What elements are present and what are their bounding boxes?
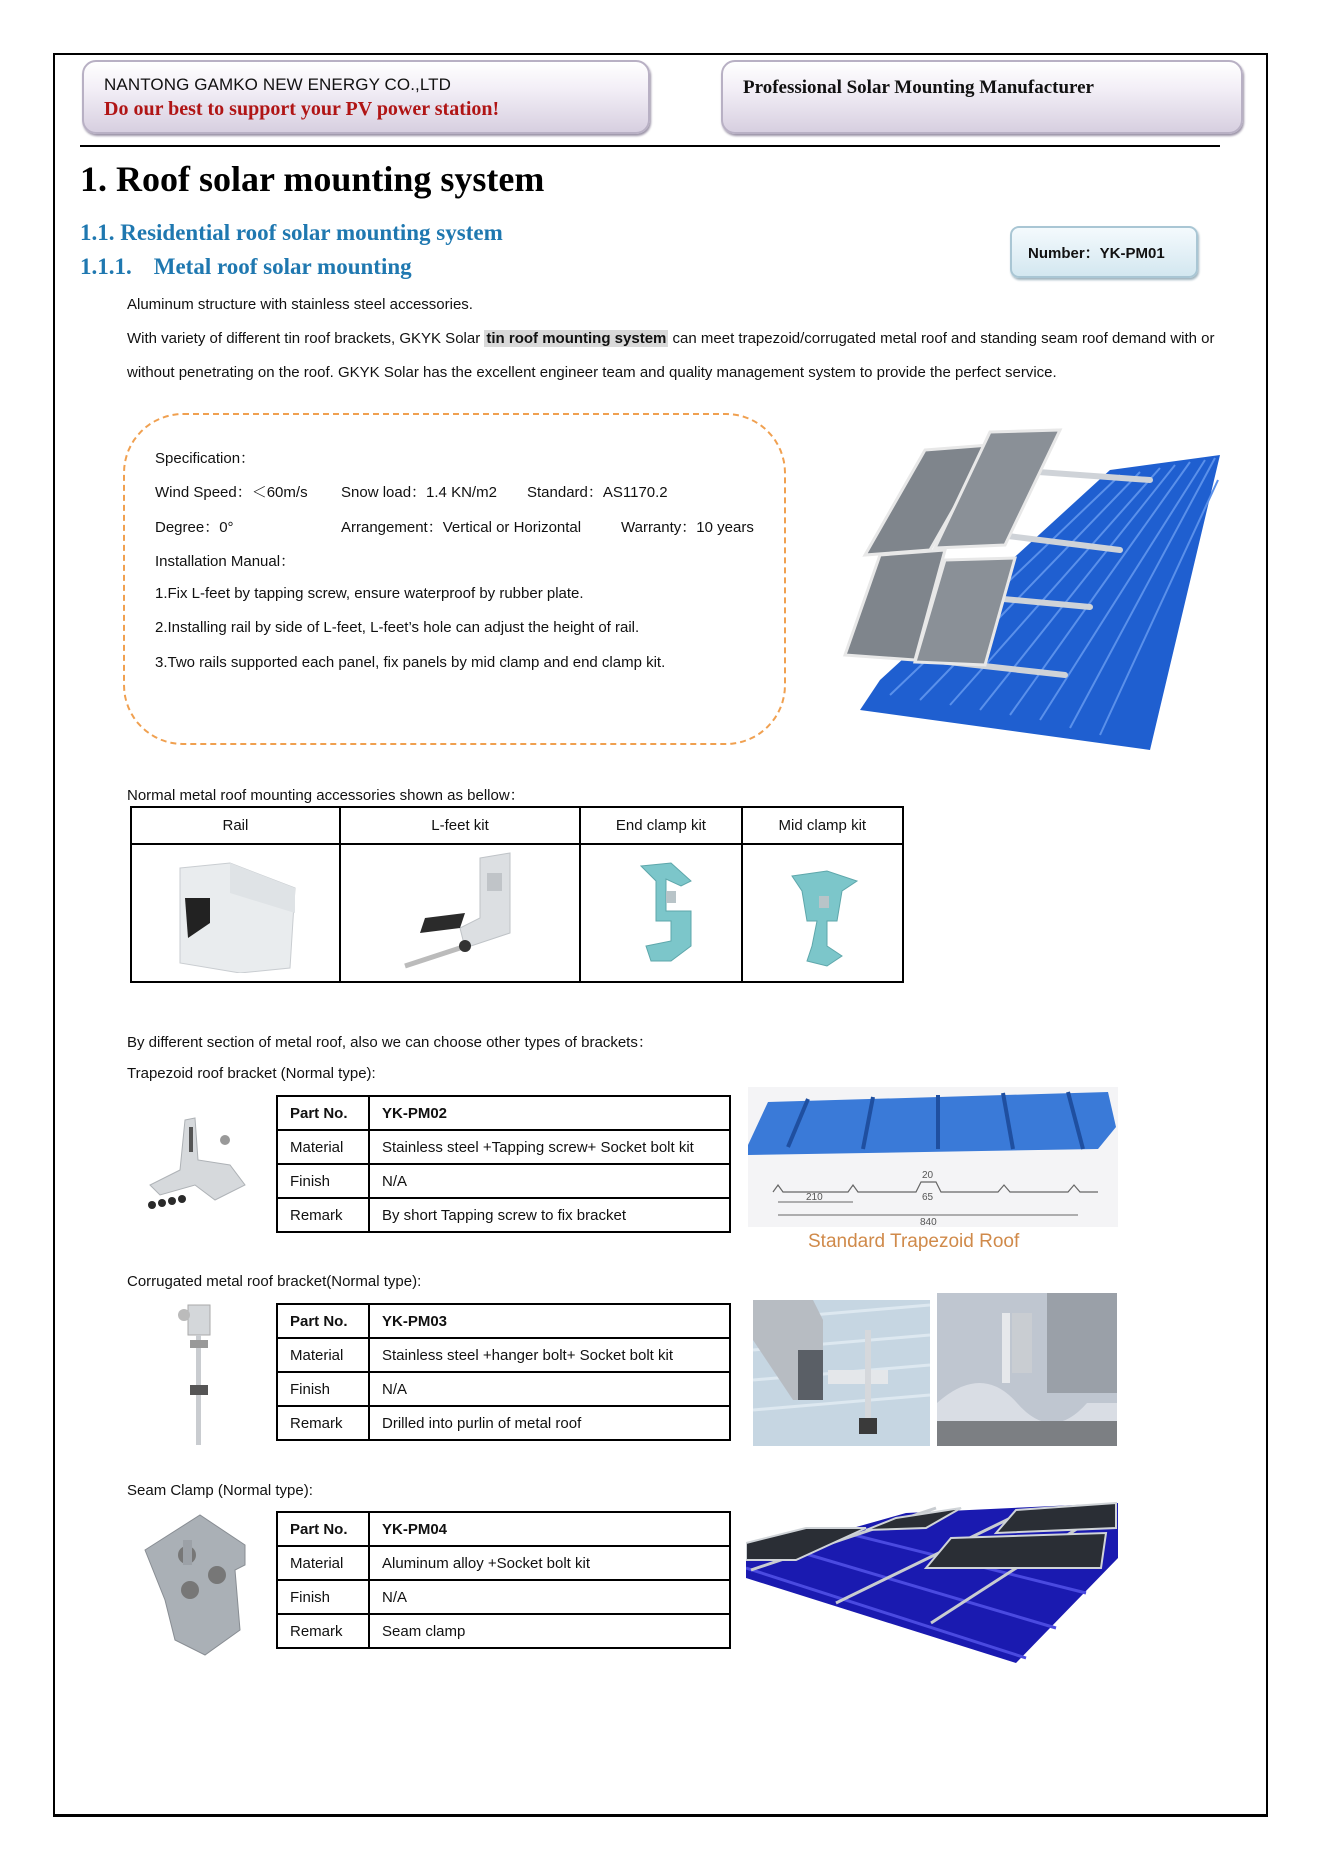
subsection-title: Residential roof solar mounting system [120, 220, 503, 245]
spec-value: Stainless steel +Tapping screw+ Socket bolt kit [369, 1130, 730, 1164]
spec-value: N/A [369, 1164, 730, 1198]
accessories-intro: Normal metal roof mounting accessories shown as bellow： [127, 787, 525, 804]
intro-line-1: Aluminum structure with stainless steel accessories. [127, 296, 473, 313]
mid-clamp-kit-image [772, 851, 872, 976]
spec-value: By short Tapping screw to fix bracket [369, 1198, 730, 1232]
spec-wind-speed: Wind Speed：＜60m/s [155, 484, 308, 501]
intro-line-2-post: can meet trapezoid/corrugated metal roof and standing seam roof demand with or [668, 330, 1215, 347]
spec-key: Remark [277, 1198, 369, 1232]
lfeet-kit-image [385, 848, 535, 978]
header-tagline-box [721, 60, 1243, 134]
corrugated-bracket-table [276, 1303, 731, 1441]
spec-value: Seam clamp [369, 1614, 730, 1648]
spec-key: Remark [277, 1614, 369, 1648]
seam-roof-solar-photo [746, 1488, 1118, 1663]
table-row [277, 1304, 730, 1338]
spec-manual-title: Installation Manual： [155, 553, 296, 570]
subsection-number: 1.1. [80, 220, 115, 245]
table-row [277, 1372, 730, 1406]
corrugated-install-photo-2 [937, 1293, 1117, 1446]
spec-snow-load: Snow load：1.4 KN/m2 [341, 484, 497, 501]
trapezoid-roof-diagram [748, 1087, 1118, 1252]
subsection-heading [80, 220, 503, 246]
product-number-badge: Number：YK-PM01 [1010, 226, 1198, 278]
spec-value: N/A [369, 1580, 730, 1614]
bracket-corrugated-title: Corrugated metal roof bracket(Normal type): [127, 1273, 422, 1290]
spec-title: Specification： [155, 450, 256, 467]
accessory-cell-mid-clamp [742, 844, 903, 982]
dim-840: 840 [920, 1217, 937, 1228]
rail-image [170, 853, 300, 973]
accessory-header-lfeet: L-feet kit [340, 807, 580, 844]
subsubsection-heading [80, 254, 412, 280]
table-row [277, 1614, 730, 1648]
table-row [277, 1580, 730, 1614]
intro-highlight: tin roof mounting system [486, 330, 667, 347]
tapping-screws [148, 1195, 186, 1209]
accessory-header-end-clamp: End clamp kit [580, 807, 741, 844]
table-row [277, 1546, 730, 1580]
spec-value: Aluminum alloy +Socket bolt kit [369, 1546, 730, 1580]
table-row [277, 1096, 730, 1130]
header-company-box [82, 60, 650, 134]
spec-arrangement: Arrangement：Vertical or Horizontal [341, 519, 582, 536]
intro-line-2-pre: With variety of different tin roof brackets, GKYK Solar [127, 330, 485, 347]
diagram-caption: Standard Trapezoid Roof [808, 1231, 1020, 1252]
spec-key: Finish [277, 1372, 369, 1406]
spec-key: Part No. [277, 1512, 369, 1546]
spec-key: Material [277, 1546, 369, 1580]
accessory-header-mid-clamp: Mid clamp kit [742, 807, 903, 844]
accessories-table [130, 806, 904, 983]
dim-20: 20 [922, 1170, 934, 1181]
spec-key: Material [277, 1338, 369, 1372]
spec-key: Finish [277, 1164, 369, 1198]
company-slogan: Do our best to support your PV power station! [104, 98, 500, 120]
spec-key: Remark [277, 1406, 369, 1440]
table-row [277, 1164, 730, 1198]
subsubsection-number: 1.1.1. [80, 254, 132, 279]
spec-step-3: 3.Two rails supported each panel, fix panels by mid clamp and end clamp kit. [155, 654, 666, 671]
seam-clamp-table [276, 1511, 731, 1649]
bracket-seam-title: Seam Clamp (Normal type): [127, 1482, 313, 1499]
spec-key: Part No. [277, 1096, 369, 1130]
spec-step-1: 1.Fix L-feet by tapping screw, ensure waterproof by rubber plate. [155, 585, 584, 602]
table-row [277, 1406, 730, 1440]
table-row [277, 1130, 730, 1164]
company-tagline: Professional Solar Mounting Manufacturer [743, 77, 1094, 98]
table-row [277, 1512, 730, 1546]
spec-key: Material [277, 1130, 369, 1164]
spec-value: Stainless steel +hanger bolt+ Socket bolt kit [369, 1338, 730, 1372]
table-row [277, 1198, 730, 1232]
section-heading [80, 158, 544, 200]
accessory-cell-lfeet [340, 844, 580, 982]
spec-degree: Degree：0° [155, 519, 234, 536]
seam-clamp-image [135, 1510, 270, 1660]
intro-line-2 [127, 330, 1215, 347]
spec-value: YK-PM04 [369, 1512, 730, 1546]
spec-value: N/A [369, 1372, 730, 1406]
spec-standard: Standard：AS1170.2 [527, 484, 668, 501]
spec-value: YK-PM02 [369, 1096, 730, 1130]
spec-value: YK-PM03 [369, 1304, 730, 1338]
trapezoid-bracket-image [140, 1115, 270, 1225]
spec-key: Part No. [277, 1304, 369, 1338]
roof-solar-photo [820, 410, 1240, 750]
accessories-header-row [131, 807, 903, 844]
spec-value: Drilled into purlin of metal roof [369, 1406, 730, 1440]
section-title: Roof solar mounting system [116, 159, 545, 199]
spec-warranty: Warranty：10 years [621, 519, 754, 536]
accessory-cell-rail [131, 844, 340, 982]
brackets-intro: By different section of metal roof, also we can choose other types of brackets： [127, 1034, 653, 1051]
corrugated-install-photo-1 [753, 1300, 930, 1446]
section-number: 1. [80, 159, 107, 199]
spec-step-2: 2.Installing rail by side of L-feet, L-feet’s hole can adjust the height of rail. [155, 619, 640, 636]
dim-210: 210 [806, 1192, 823, 1203]
intro-line-3: without penetrating on the roof. GKYK Solar has the excellent engineer team and quality management system to provide the perfect service. [127, 364, 1057, 381]
end-clamp-kit-image [611, 851, 711, 976]
bracket-trapezoid-title: Trapezoid roof bracket (Normal type): [127, 1065, 376, 1082]
trapezoid-bracket-table [276, 1095, 731, 1233]
table-row [277, 1338, 730, 1372]
accessories-image-row [131, 844, 903, 982]
subsubsection-title: Metal roof solar mounting [153, 254, 412, 279]
dim-65: 65 [922, 1192, 934, 1203]
spec-key: Finish [277, 1580, 369, 1614]
company-name: NANTONG GAMKO NEW ENERGY CO.,LTD [104, 75, 452, 94]
accessory-header-rail: Rail [131, 807, 340, 844]
header-divider [80, 145, 1220, 147]
accessory-cell-end-clamp [580, 844, 741, 982]
corrugated-bracket-image [170, 1300, 230, 1450]
trapezoid-roof-sheet [748, 1092, 1116, 1155]
